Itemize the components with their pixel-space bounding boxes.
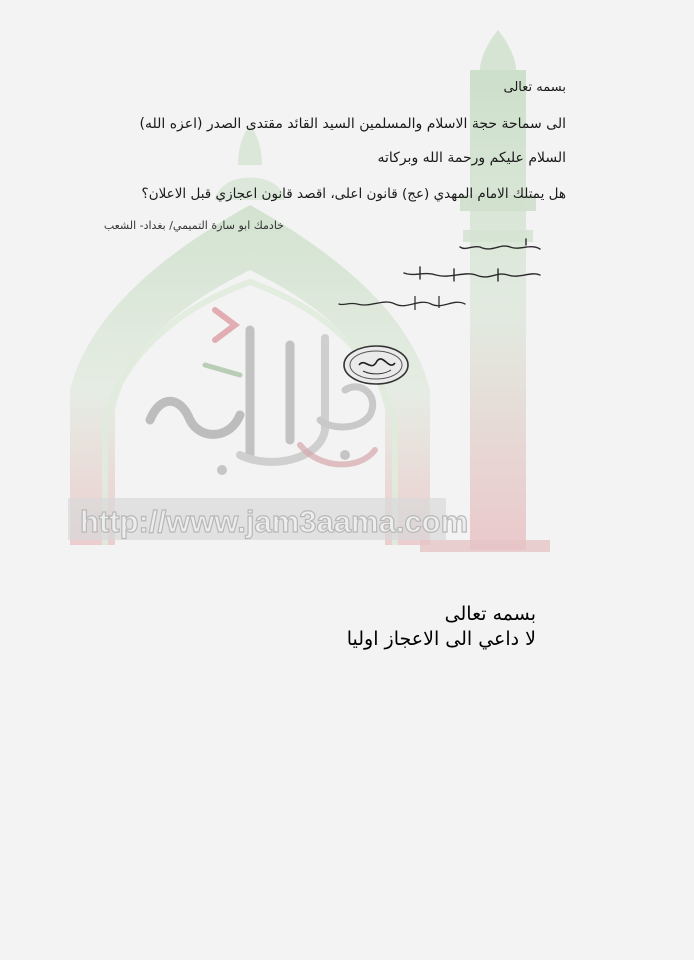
- handwritten-date: [335, 290, 475, 320]
- letter-basmala: بسمه تعالى: [503, 80, 566, 95]
- watermark-url: http://www.jam3aama.com: [80, 504, 469, 539]
- letter-question: هل يمتلك الامام المهدي (عج) قانون اعلى، اقصد قانون اعجازي قبل الاعلان؟: [141, 186, 566, 202]
- letter-signature: خادمك ابو سارة التميمي/ بغداد- الشعب: [103, 219, 284, 232]
- reply-answer: لا داعي الى الاعجاز اوليا: [346, 628, 536, 650]
- letter-greeting: السلام عليكم ورحمة الله وبركاته: [377, 150, 566, 166]
- seal-stamp: [341, 343, 411, 387]
- reply-basmala: بسمه تعالى: [444, 603, 536, 625]
- letter-addressee: الى سماحة حجة الاسلام والمسلمين السيد القائد مقتدى الصدر (اعزه الله): [139, 116, 566, 132]
